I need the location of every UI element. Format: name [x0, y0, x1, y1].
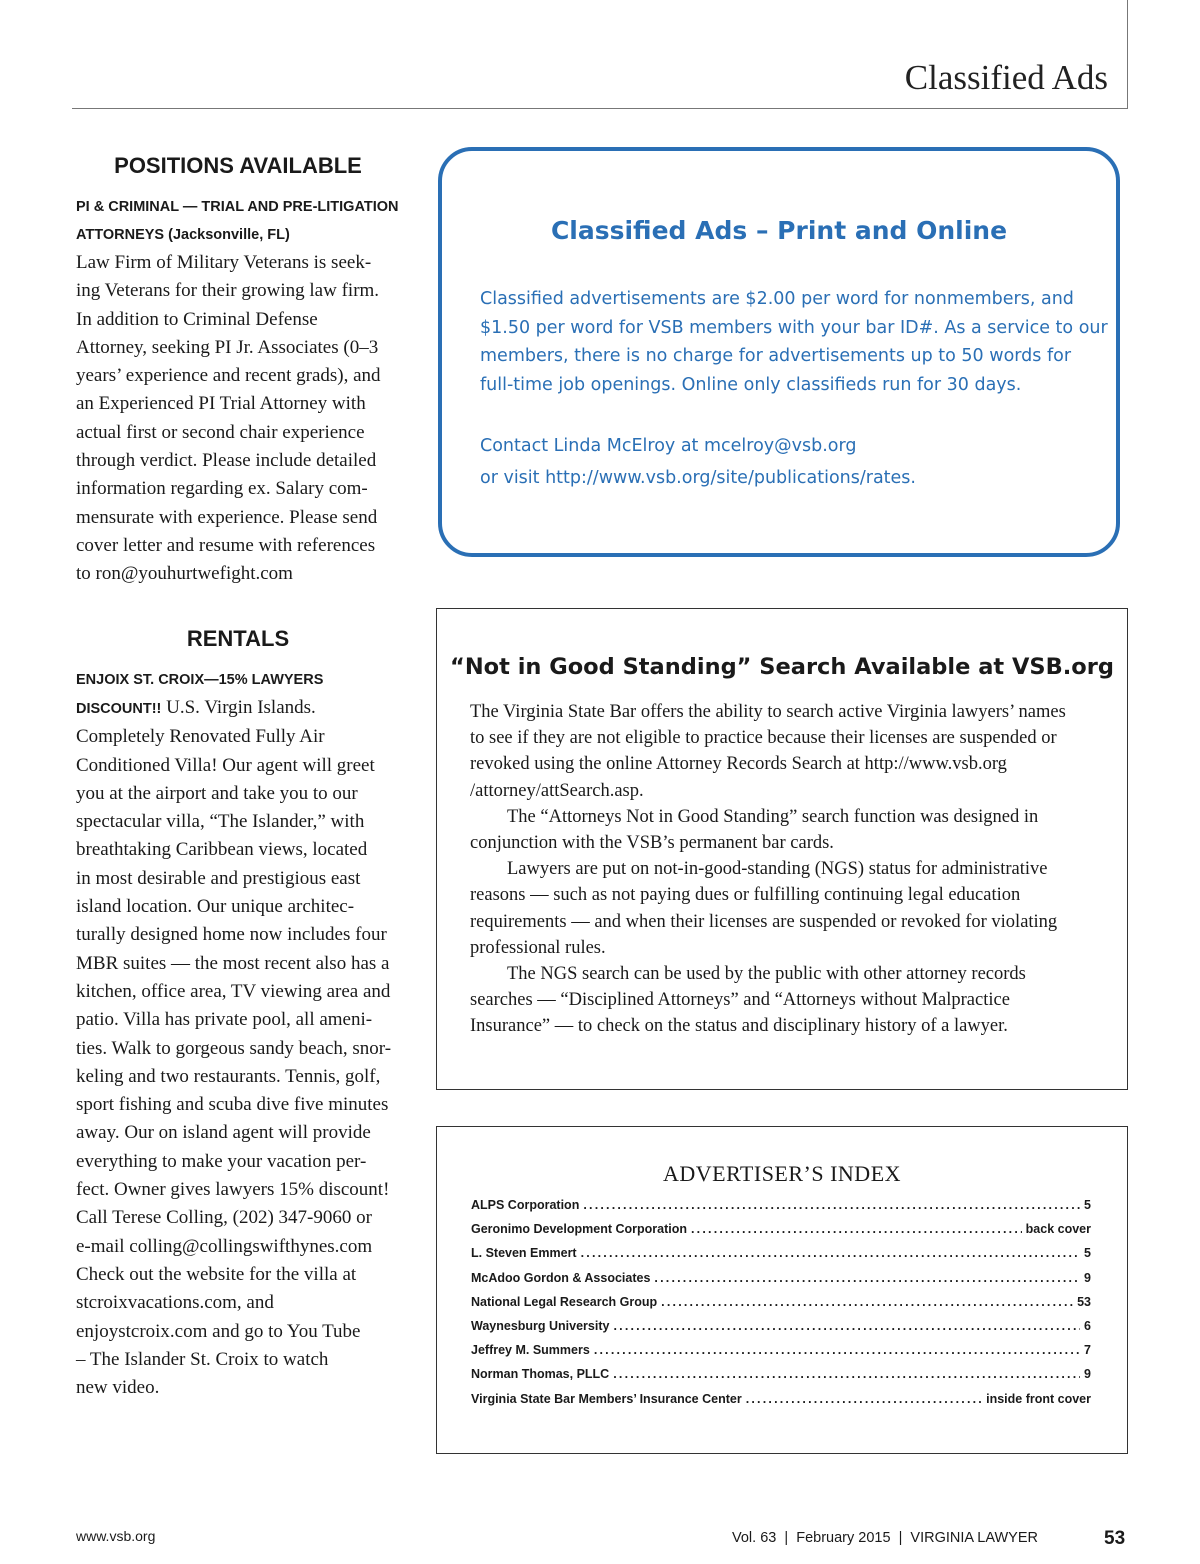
text-line: keling and two restaurants. Tennis, golf,: [76, 1065, 381, 1087]
text-line: Attorney, seeking PI Jr. Associates (0–3: [76, 336, 379, 358]
advertiser-page: 9: [1084, 1270, 1091, 1285]
rentals-listing: [76, 666, 406, 1402]
text-line: $1.50 per word for VSB members with your bar ID#. As a service to our: [480, 317, 1108, 338]
contact-line: Contact Linda McElroy at mcelroy@vsb.org: [480, 436, 857, 456]
text-line: searches — “Disciplined Attorneys” and “Attorneys without Malpractice: [470, 990, 1010, 1011]
advertiser-page: 6: [1084, 1318, 1091, 1333]
advertiser-page: 53: [1077, 1294, 1091, 1309]
positions-sub-heading: [76, 193, 406, 249]
advertiser-index-list: [471, 1198, 1091, 1416]
ngs-paragraph: [470, 856, 1110, 961]
text-line: reasons — such as not paying dues or fulfilling continuing legal education: [470, 885, 1021, 906]
advertiser-name: L. Steven Emmert: [471, 1246, 577, 1261]
text-line: – The Islander St. Croix to watch: [76, 1348, 329, 1370]
ngs-paragraph: [470, 804, 1110, 856]
text-line: Conditioned Villa! Our agent will greet: [76, 754, 375, 776]
text-line: spectacular villa, “The Islander,” with: [76, 811, 365, 833]
text-line: requirements — and when their licenses are suspended or revoked for violating: [470, 911, 1058, 932]
advertiser-name: Virginia State Bar Members’ Insurance Center: [471, 1391, 742, 1406]
text-line: The Virginia State Bar offers the ability to search active Virginia lawyers’ names: [470, 702, 1066, 722]
advertiser-index-title: ADVERTISER’S INDEX: [662, 1161, 902, 1186]
text-line: everything to make your vacation per-: [76, 1150, 367, 1172]
text-line: Classified advertisements are $2.00 per word for nonmembers, and: [480, 289, 1074, 309]
positions-heading: POSITIONS AVAILABLE: [114, 153, 362, 178]
header-rule: [72, 108, 1128, 109]
text-line: new video.: [76, 1377, 160, 1399]
rates-box-contact: [480, 430, 1110, 494]
text-line: conjunction with the VSB’s permanent bar cards.: [470, 833, 834, 854]
dot-leader: [661, 1295, 1073, 1309]
advertiser-entry: [471, 1222, 1091, 1246]
sub-heading-line: ATTORNEYS (Jacksonville, FL): [76, 227, 290, 243]
page-number: 53: [1104, 1528, 1126, 1549]
text-line: Law Firm of Military Veterans is seek-: [76, 252, 372, 273]
text-line: information regarding ex. Salary com-: [76, 478, 368, 500]
text-line: e-mail colling@collingswifthynes.com: [76, 1235, 373, 1257]
advertiser-entry: [471, 1271, 1091, 1295]
text-line: The NGS search can be used by the public with other attorney records: [507, 964, 1026, 985]
text-line: away. Our on island agent will provide: [76, 1122, 371, 1144]
text-line: fect. Owner gives lawyers 15% discount!: [76, 1179, 390, 1201]
text-line: In addition to Criminal Defense: [76, 308, 318, 330]
section-title: Classified Ads: [904, 58, 1108, 97]
text-line: professional rules.: [470, 937, 606, 958]
dot-leader: [581, 1246, 1080, 1260]
dot-leader: [746, 1392, 982, 1406]
ngs-box-body: [470, 699, 1110, 1040]
advertiser-entry: [471, 1343, 1091, 1367]
text-line: stcroixvacations.com, and: [76, 1292, 274, 1314]
advertiser-page: 5: [1084, 1246, 1091, 1261]
advertiser-entry: [471, 1367, 1091, 1391]
footer-issue: Vol. 63 | February 2015 | VIRGINIA LAWYER: [732, 1530, 1038, 1546]
text-line: ing Veterans for their growing law firm.: [76, 280, 380, 302]
text-line: Insurance” — to check on the status and disciplinary history of a lawyer.: [470, 1016, 1008, 1037]
advertiser-name: National Legal Research Group: [471, 1294, 658, 1309]
ngs-paragraph: [470, 961, 1110, 1040]
text-line: The “Attorneys Not in Good Standing” search function was designed in: [507, 806, 1039, 827]
positions-body: [76, 249, 406, 589]
advertiser-name: Waynesburg University: [471, 1318, 610, 1333]
text-line: actual first or second chair experience: [76, 421, 365, 443]
text-line: ties. Walk to gorgeous sandy beach, snor-: [76, 1037, 392, 1059]
advertiser-entry: [471, 1319, 1091, 1343]
rentals-body: [76, 694, 406, 1402]
rentals-heading: RENTALS: [186, 626, 290, 651]
text-line: /attorney/attSearch.asp.: [470, 780, 644, 801]
text-line: full-time job openings. Online only classifieds run for 30 days.: [480, 374, 1022, 395]
text-line: [76, 694, 406, 723]
advertiser-page: 7: [1084, 1343, 1091, 1358]
advertiser-page: 5: [1084, 1198, 1091, 1212]
sub-heading-line: ENJOIX ST. CROIX—15% LAWYERS: [76, 672, 324, 688]
rates-box-body: [480, 285, 1110, 399]
positions-listing: [76, 193, 406, 589]
text-line: members, there is no charge for advertisements up to 50 words for: [480, 346, 1072, 366]
text-line: turally designed home now includes four: [76, 924, 387, 946]
text-line: enjoystcroix.com and go to You Tube: [76, 1320, 361, 1342]
advertiser-entry: [471, 1392, 1091, 1416]
text-line: breathtaking Caribbean views, located: [76, 839, 368, 861]
advertiser-name: Norman Thomas, PLLC: [471, 1367, 610, 1382]
advertiser-entry: [471, 1295, 1091, 1319]
text-line: through verdict. Please include detailed: [76, 450, 377, 472]
advertiser-page: 9: [1084, 1367, 1091, 1382]
dot-leader: [613, 1319, 1080, 1333]
text-line: to ron@youhurtwefight.com: [76, 563, 293, 585]
text-line: mensurate with experience. Please send: [76, 506, 378, 528]
text-line: years’ experience and recent grads), and: [76, 365, 381, 387]
contact-line: or visit http://www.vsb.org/site/publications/rates.: [480, 468, 916, 488]
text-line: Call Terese Colling, (202) 347-9060 or: [76, 1207, 372, 1229]
ngs-box-title: “Not in Good Standing” Search Available at VSB.org: [450, 654, 1114, 680]
advertiser-name: Jeffrey M. Summers: [471, 1343, 590, 1358]
rentals-sub-heading: [76, 666, 406, 694]
advertiser-name: ALPS Corporation: [471, 1198, 580, 1212]
dot-leader: [654, 1271, 1080, 1285]
advertiser-page: inside front cover: [986, 1391, 1091, 1406]
dot-leader: [583, 1198, 1080, 1212]
advertiser-entry: [471, 1246, 1091, 1270]
sub-heading-line: PI & CRIMINAL — TRIAL AND PRE-LITIGATION: [76, 199, 399, 215]
header-vertical-rule: [1127, 0, 1128, 108]
text-line: island location. Our unique architec-: [76, 896, 355, 918]
text-line: an Experienced PI Trial Attorney with: [76, 393, 366, 415]
rates-box-title: Classified Ads – Print and Online: [550, 216, 1008, 245]
dot-leader: [691, 1222, 1022, 1236]
advertiser-page: back cover: [1025, 1222, 1091, 1237]
advertiser-name: Geronimo Development Corporation: [471, 1222, 687, 1237]
text-line: Completely Renovated Fully Air: [76, 726, 325, 748]
text-line: patio. Villa has private pool, all ameni-: [76, 1009, 373, 1031]
dot-leader: [594, 1343, 1080, 1357]
text-line: sport fishing and scuba dive five minutes: [76, 1094, 389, 1116]
dot-leader: [613, 1367, 1080, 1381]
rentals-sub-heading-end: DISCOUNT!!: [76, 701, 162, 717]
advertiser-name: McAdoo Gordon & Associates: [471, 1270, 651, 1285]
text-fragment: U.S. Virgin Islands.: [161, 697, 316, 718]
footer-url: www.vsb.org: [76, 1528, 156, 1544]
text-line: kitchen, office area, TV viewing area and: [76, 980, 391, 1002]
ngs-paragraph: [470, 699, 1110, 804]
text-line: revoked using the online Attorney Records Search at http://www.vsb.org: [470, 754, 1007, 775]
text-line: you at the airport and take you to our: [76, 782, 358, 804]
text-line: MBR suites — the most recent also has a: [76, 952, 390, 974]
text-line: Check out the website for the villa at: [76, 1263, 357, 1285]
text-line: cover letter and resume with references: [76, 534, 376, 556]
text-line: in most desirable and prestigious east: [76, 867, 361, 889]
text-line: Lawyers are put on not-in-good-standing (NGS) status for administrative: [507, 859, 1048, 880]
advertiser-entry: [471, 1198, 1091, 1222]
text-line: to see if they are not eligible to practice because their licenses are suspended or: [470, 728, 1057, 749]
